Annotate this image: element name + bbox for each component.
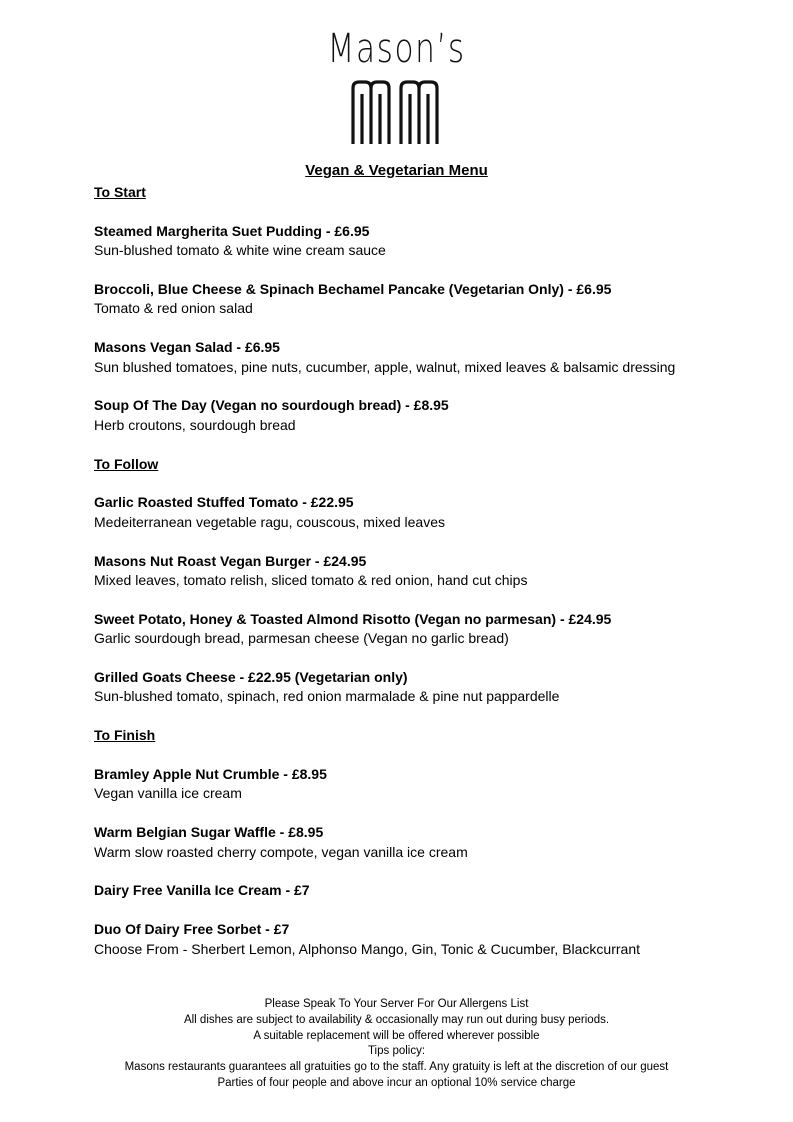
menu-item (94, 222, 714, 261)
menu-item (94, 396, 714, 435)
footer-line: All dishes are subject to availability & occasionally may run out during busy periods. (183, 1013, 610, 1026)
menu-item (94, 280, 714, 319)
brand-monogram-icon (349, 80, 445, 144)
footer-line: Parties of four people and above incur an optional 10% service charge (217, 1076, 576, 1089)
brand-logo-wordmark: Mason’s (327, 26, 466, 72)
menu-item-description: Sun blushed tomatoes, pine nuts, cucumber, apple, walnut, mixed leaves & balsamic dressing (94, 358, 676, 375)
menu-item-description: Mixed leaves, tomato relish, sliced tomato & red onion, hand cut chips (94, 572, 528, 589)
menu-item (94, 493, 714, 532)
menu-item-name: Garlic Roasted Stuffed Tomato - £22.95 (94, 494, 354, 511)
footer-line: Tips policy: (367, 1045, 426, 1058)
menu-item (94, 552, 714, 591)
menu-item-description: Tomato & red onion salad (94, 300, 253, 317)
menu-item (94, 338, 714, 377)
section-heading: To Start (94, 184, 146, 200)
footer-line: A suitable replacement will be offered wherever possible (253, 1029, 540, 1042)
menu-item-name: Duo Of Dairy Free Sorbet - £7 (94, 921, 290, 938)
footer-line: Masons restaurants guarantees all gratuities go to the staff. Any gratuity is left at the discretion of our guest (124, 1061, 669, 1074)
menu-content (94, 183, 714, 959)
section-heading: To Finish (94, 727, 156, 744)
menu-footer (0, 997, 793, 1092)
menu-title: Vegan & Vegetarian Menu (305, 162, 488, 179)
menu-item-description: Garlic sourdough bread, parmesan cheese (Vegan no garlic bread) (94, 630, 509, 647)
menu-item-description: Sun-blushed tomato & white wine cream sauce (94, 242, 386, 259)
menu-item-description: Vegan vanilla ice cream (94, 785, 242, 802)
menu-item-description: Warm slow roasted cherry compote, vegan vanilla ice cream (94, 843, 468, 860)
menu-item-name: Bramley Apple Nut Crumble - £8.95 (94, 766, 327, 783)
menu-item-description: Sun-blushed tomato, spinach, red onion marmalade & pine nut pappardelle (94, 688, 560, 705)
menu-item-description: Medeiterranean vegetable ragu, couscous, mixed leaves (94, 513, 445, 530)
menu-item-name: Warm Belgian Sugar Waffle - £8.95 (94, 824, 324, 841)
menu-item (94, 920, 714, 959)
menu-item-description: Herb croutons, sourdough bread (94, 416, 296, 433)
menu-item-name: Steamed Margherita Suet Pudding - £6.95 (94, 222, 370, 239)
menu-item-name: Soup Of The Day (Vegan no sourdough bread) - £8.95 (94, 397, 449, 414)
menu-item-name: Grilled Goats Cheese - £22.95 (Vegetarian only) (94, 669, 408, 686)
menu-item-name: Masons Vegan Salad - £6.95 (94, 339, 280, 356)
menu-item-description: Choose From - Sherbert Lemon, Alphonso Mango, Gin, Tonic & Cucumber, Blackcurrant (94, 940, 641, 957)
menu-item (94, 823, 714, 862)
menu-item-name: Broccoli, Blue Cheese & Spinach Bechamel Pancake (Vegetarian Only) - £6.95 (94, 281, 612, 297)
brand-logo (0, 26, 793, 144)
menu-item-name: Sweet Potato, Honey & Toasted Almond Risotto (Vegan no parmesan) - £24.95 (94, 610, 612, 627)
menu-item (94, 765, 714, 804)
menu-item-name: Dairy Free Vanilla Ice Cream - £7 (94, 882, 310, 899)
section-heading: To Follow (94, 455, 159, 472)
menu-item (94, 610, 714, 649)
menu-item (94, 881, 714, 900)
menu-item-name: Masons Nut Roast Vegan Burger - £24.95 (94, 552, 367, 569)
menu-item (94, 668, 714, 707)
footer-line: Please Speak To Your Server For Our Allergens List (264, 998, 529, 1010)
